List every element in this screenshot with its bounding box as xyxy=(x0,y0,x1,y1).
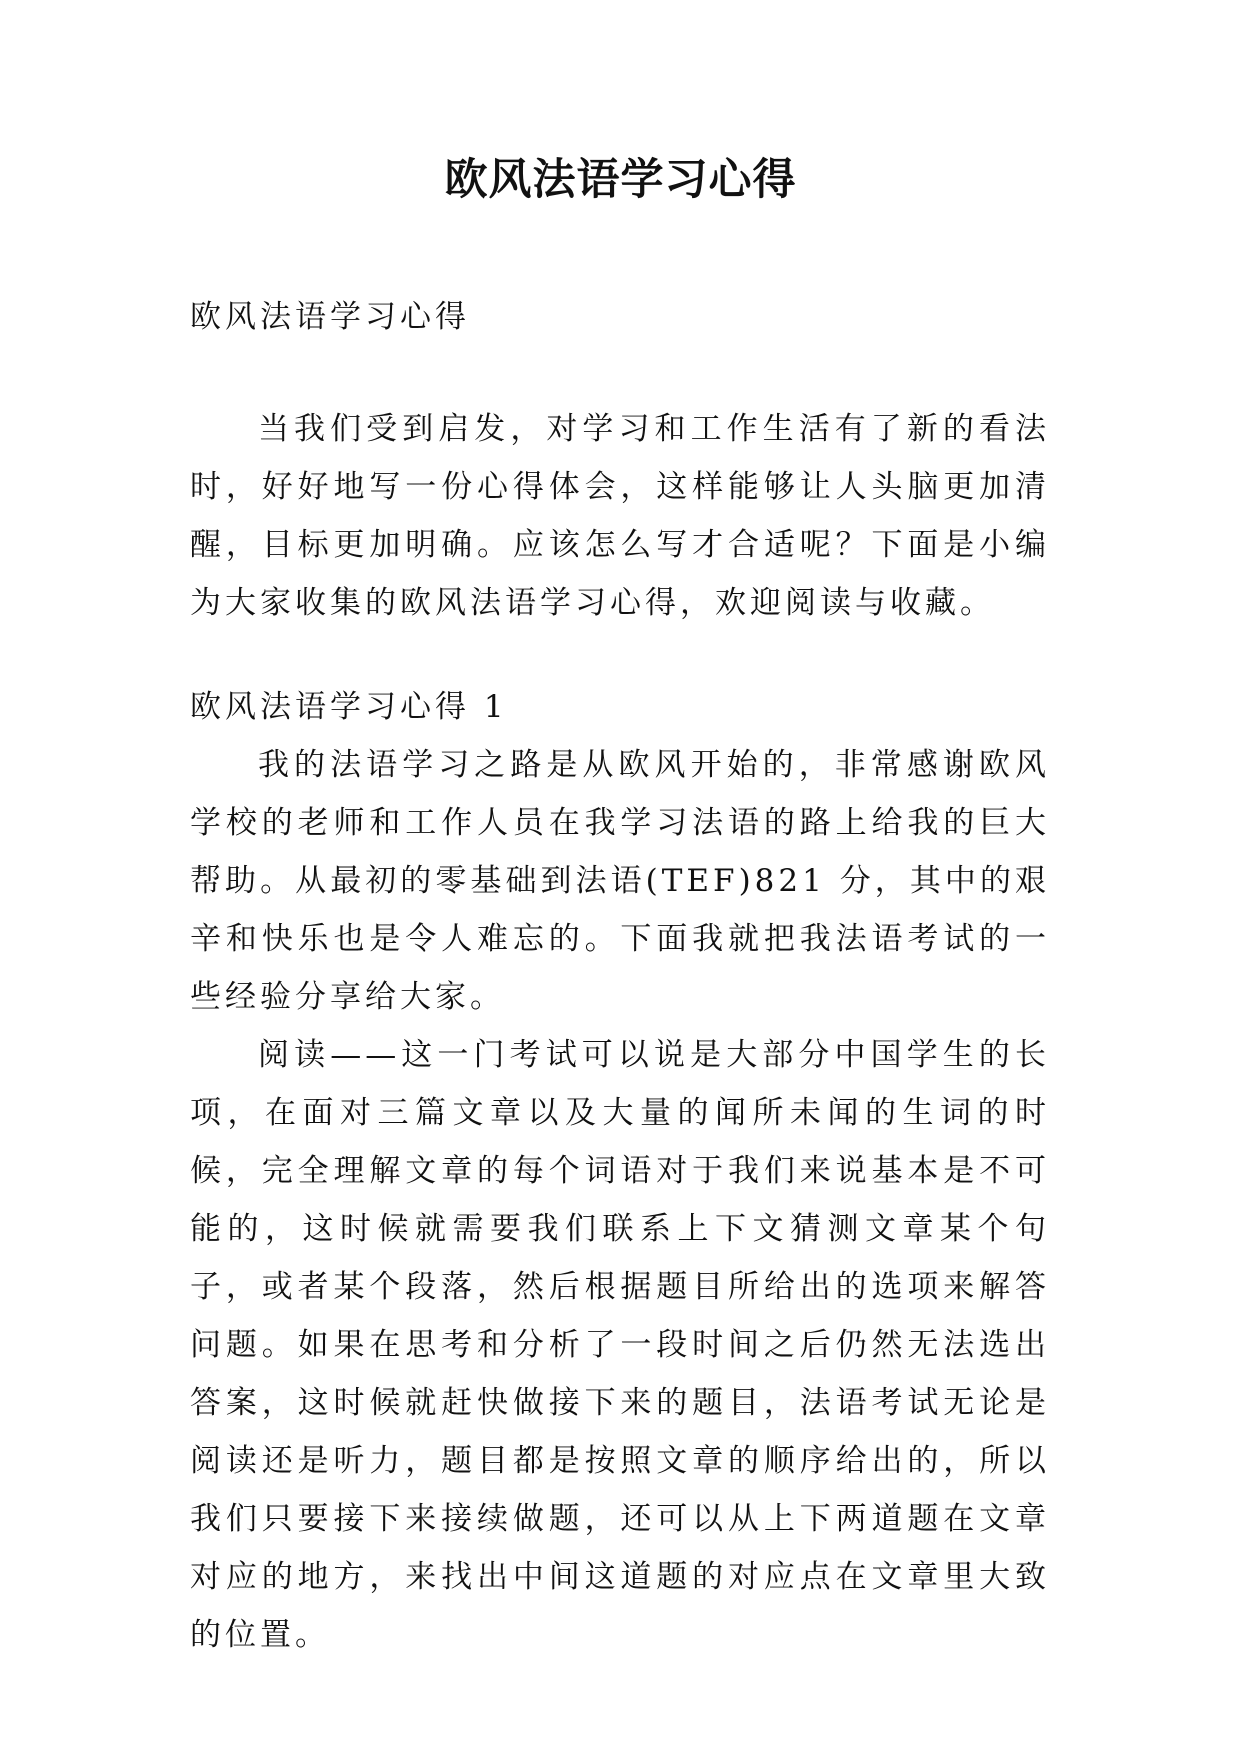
section-heading: 欧风法语学习心得 1 xyxy=(190,689,508,725)
intro-paragraph: 当我们受到启发，对学习和工作生活有了新的看法时，好好地写一份心得体会，这样能够让人头脑更加清醒，目标更加明确。应该怎么写才合适呢？下面是小编为大家收集的欧风法语学习心得，欢迎阅读与收藏。 xyxy=(190,411,1050,621)
document-body xyxy=(190,288,1050,1664)
body-paragraph-2: 阅读——这一门考试可以说是大部分中国学生的长项，在面对三篇文章以及大量的闻所未闻的生词的时候，完全理解文章的每个词语对于我们来说基本是不可能的，这时候就需要我们联系上下文猜测文章某个句子，或者某个段落，然后根据题目所给出的选项来解答问题。如果在思考和分析了一段时间之后仍然无法选出答案，这时候就赶快做接下来的题目，法语考试无论是阅读还是听力，题目都是按照文章的顺序给出的，所以我们只要接下来接续做题，还可以从上下两道题在文章对应的地方，来找出中间这道题的对应点在文章里大致的位置。 xyxy=(190,1037,1050,1653)
body-paragraph-1: 我的法语学习之路是从欧风开始的，非常感谢欧风学校的老师和工作人员在我学习法语的路上给我的巨大帮助。从最初的零基础到法语(TEF)821 分，其中的艰辛和快乐也是令人难忘的。下面我就把我法语考试的一些经验分享给大家。 xyxy=(190,747,1050,1015)
document-subtitle: 欧风法语学习心得 xyxy=(190,299,470,335)
document-title: 欧风法语学习心得 xyxy=(444,155,797,205)
